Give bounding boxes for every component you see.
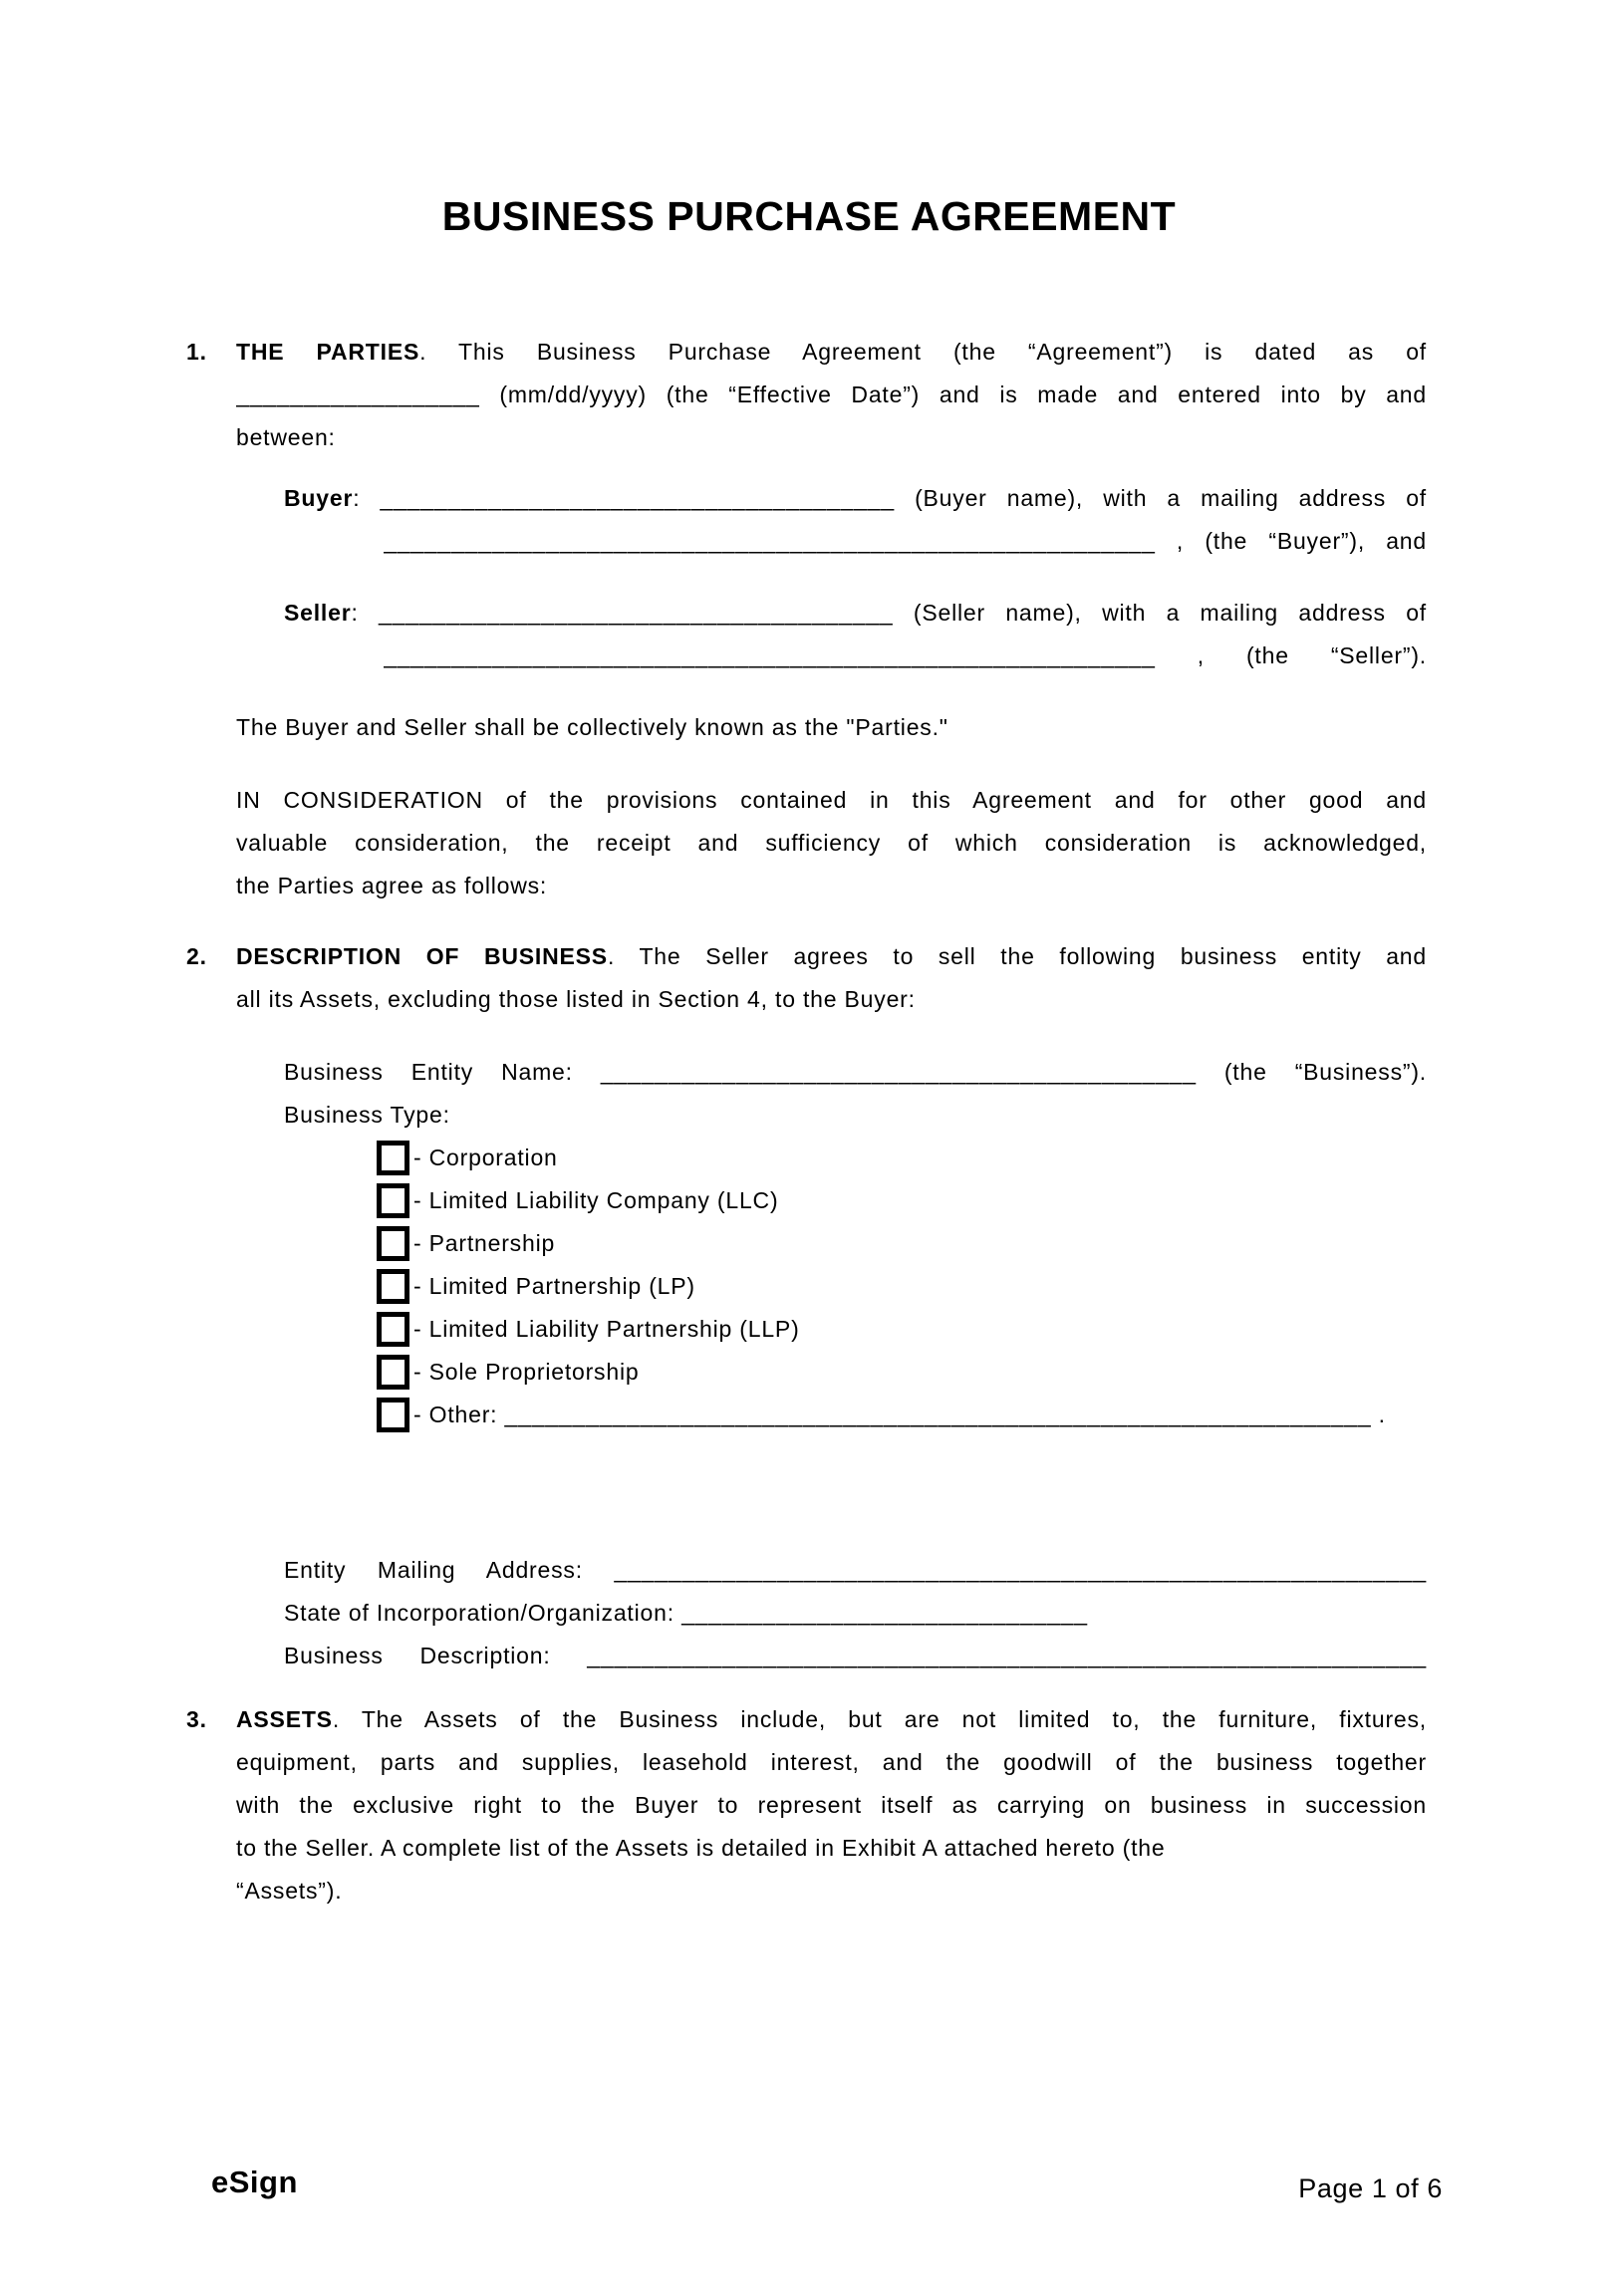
consideration-line-2: valuable consideration, the receipt and sufficiency of which consideration is acknowledged, (236, 830, 1427, 856)
option-label: - Limited Partnership (LP) (413, 1273, 695, 1299)
seller-line-2: _________________________________________________________ , (the “Seller”). (384, 642, 1427, 668)
buyer-label: Buyer (284, 485, 354, 511)
entity-mailing-address-line: Entity Mailing Address: ____________________________________________________________ (284, 1557, 1427, 1583)
section-the-parties (0, 331, 1618, 459)
checkbox-icon (377, 1183, 409, 1218)
section-heading: THE PARTIES (236, 339, 420, 365)
consideration-line-3: the Parties agree as follows: (236, 873, 548, 898)
checkbox-icon (377, 1141, 409, 1175)
buyer-line-2: _________________________________________________________ , (the “Buyer”), and (384, 528, 1427, 554)
assets-line-5: “Assets”). (236, 1878, 343, 1904)
business-type-option-other (377, 1394, 1427, 1436)
business-line-1-rest: . The Seller agrees to sell the following business entity and (607, 943, 1427, 969)
assets-line-1-rest: . The Assets of the Business include, but are not limited to, the furniture, fixtures, (332, 1706, 1427, 1732)
assets-line-3: with the exclusive right to the Buyer to represent itself as carrying on business in succession (236, 1792, 1427, 1818)
esign-logo: eSign (211, 2165, 298, 2199)
section-description-of-business (0, 935, 1618, 1021)
parties-line-1-rest: . This Business Purchase Agreement (the “Agreement”) is dated as of (419, 339, 1427, 365)
parties-line-3: between: (236, 424, 336, 450)
business-type-option-llp (377, 1308, 1618, 1351)
page-number: Page 1 of 6 (1298, 2173, 1443, 2203)
section-number: 2. (186, 943, 207, 969)
business-line-1 (236, 935, 1427, 978)
option-label: - Limited Liability Partnership (LLP) (413, 1316, 800, 1342)
state-of-incorporation-line: State of Incorporation/Organization: ______________________________ (284, 1600, 1088, 1626)
business-description-line: Business Description: ______________________________________________________________ (284, 1643, 1427, 1668)
section-number: 1. (186, 339, 207, 365)
parties-line-1 (236, 331, 1427, 374)
parties-line-2: __________________ (mm/dd/yyyy) (the “Effective Date”) and is made and entered into by and (236, 382, 1427, 407)
consideration-paragraph (236, 779, 1427, 907)
section-heading: ASSETS (236, 1706, 333, 1732)
section-body (236, 1698, 1427, 1913)
business-type-option-partnership (377, 1222, 1618, 1265)
business-entity-name-line: Business Entity Name: ____________________________________________ (the “Business”). (284, 1059, 1427, 1085)
buyer-name-blank-line: : ______________________________________ (Buyer name), with a mailing address of (353, 485, 1427, 511)
assets-line-4: to the Seller. A complete list of the Assets is detailed in Exhibit A attached hereto (the (236, 1835, 1166, 1861)
business-type-option-sole-proprietorship (377, 1351, 1618, 1394)
parties-collective-line: The Buyer and Seller shall be collectively known as the "Parties." (236, 714, 948, 740)
seller-name-blank-line: : ______________________________________ (Seller name), with a mailing address of (351, 600, 1427, 626)
section-body (236, 331, 1427, 459)
section-assets (0, 1698, 1618, 1913)
business-type-option-lp (377, 1265, 1618, 1308)
section-number: 3. (186, 1706, 207, 1732)
seller-label: Seller (284, 600, 352, 626)
section-heading: DESCRIPTION OF BUSINESS (236, 943, 608, 969)
business-type-option-corporation (377, 1137, 1618, 1179)
section-body (236, 935, 1427, 1021)
business-line-2: all its Assets, excluding those listed in Section 4, to the Buyer: (236, 986, 916, 1012)
checkbox-icon (377, 1355, 409, 1390)
buyer-line-1 (284, 477, 1427, 520)
seller-line-1 (284, 592, 1427, 635)
option-label: - Partnership (413, 1230, 556, 1256)
checkbox-icon (377, 1269, 409, 1304)
consideration-line-1: IN CONSIDERATION of the provisions contained in this Agreement and for other good and (236, 787, 1427, 813)
assets-line-1 (236, 1698, 1427, 1741)
checkbox-icon (377, 1312, 409, 1347)
assets-line-2: equipment, parts and supplies, leasehold interest, and the goodwill of the business together (236, 1749, 1427, 1775)
option-label: - Sole Proprietorship (413, 1359, 640, 1385)
document-page (0, 192, 1618, 2296)
page-title: BUSINESS PURCHASE AGREEMENT (441, 193, 1177, 239)
option-label: - Other: ________________________________________________________________ . (413, 1402, 1386, 1427)
business-type-option-llc (377, 1179, 1618, 1222)
option-label: - Limited Liability Company (LLC) (413, 1187, 779, 1213)
option-label: - Corporation (413, 1145, 558, 1170)
checkbox-icon (377, 1398, 409, 1432)
business-type-label: Business Type: (284, 1102, 450, 1128)
checkbox-icon (377, 1226, 409, 1261)
